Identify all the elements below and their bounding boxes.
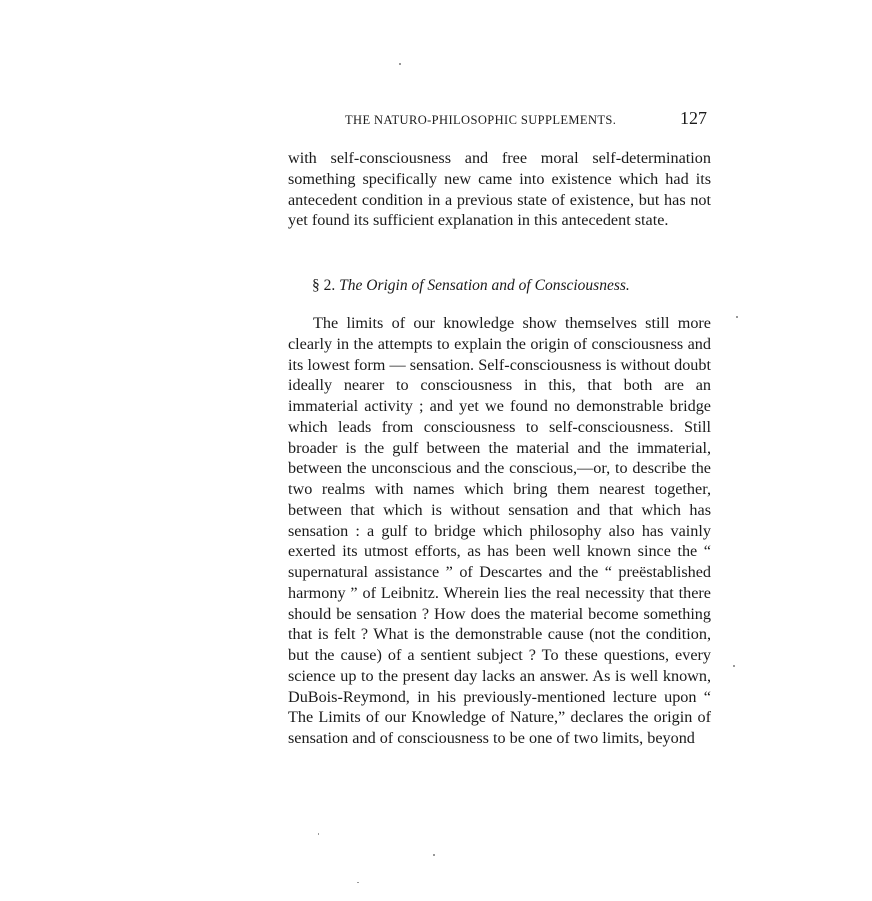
print-speck	[733, 665, 735, 667]
print-speck	[357, 882, 359, 883]
print-speck	[736, 316, 738, 318]
paragraph-main: The limits of our knowledge show themselves still more clearly in the attempts to explain the origin of consciousness and its lowest form — sensation. Self-consciousness is without doubt ideally nearer to consciousness in this, that both are an immaterial activity ; and yet we found no demonstrable bridge which leads from consciousness to self-consciousness. Still broader is the gulf between the material and the immaterial, between the unconscious and the conscious,—or, to describe the two realms with names which bring them nearest together, between that which is without sensation and that which has sensation : a gulf to bridge which philosophy also has vainly exerted its utmost efforts, as has been well known since the “ supernatural assistance ” of Descartes and the “ preëstablished harmony ” of Leibnitz. Wherein lies the real necessity that there should be sensation ? How does the material become something that is felt ? What is the demonstrable cause (not the condition, but the cause) of a sentient subject ? To these questions, every science up to the present day lacks an answer. As is well known, DuBois-Reymond, in his previously-mentioned lecture upon “ The Limits of our Knowledge of Nature,” declares the origin of sensation and of consciousness to be one of two limits, beyond	[288, 314, 711, 747]
section-number: § 2.	[312, 277, 336, 294]
print-speck	[318, 833, 319, 835]
running-title: THE NATURO-PHILOSOPHIC SUPPLEMENTS.	[345, 113, 617, 127]
paragraph-continuation: with self-consciousness and free moral self-determination something specifically new came into existence which had its antecedent condition in a previous state of existence, but has not yet found its sufficient explanation in this antecedent state.	[288, 149, 711, 230]
print-speck	[399, 63, 401, 65]
section-heading	[312, 276, 712, 296]
page-number: 127	[680, 108, 707, 128]
page-header	[345, 108, 713, 132]
print-speck	[433, 854, 435, 856]
section-title: The Origin of Sensation and of Consciousness.	[339, 277, 630, 294]
